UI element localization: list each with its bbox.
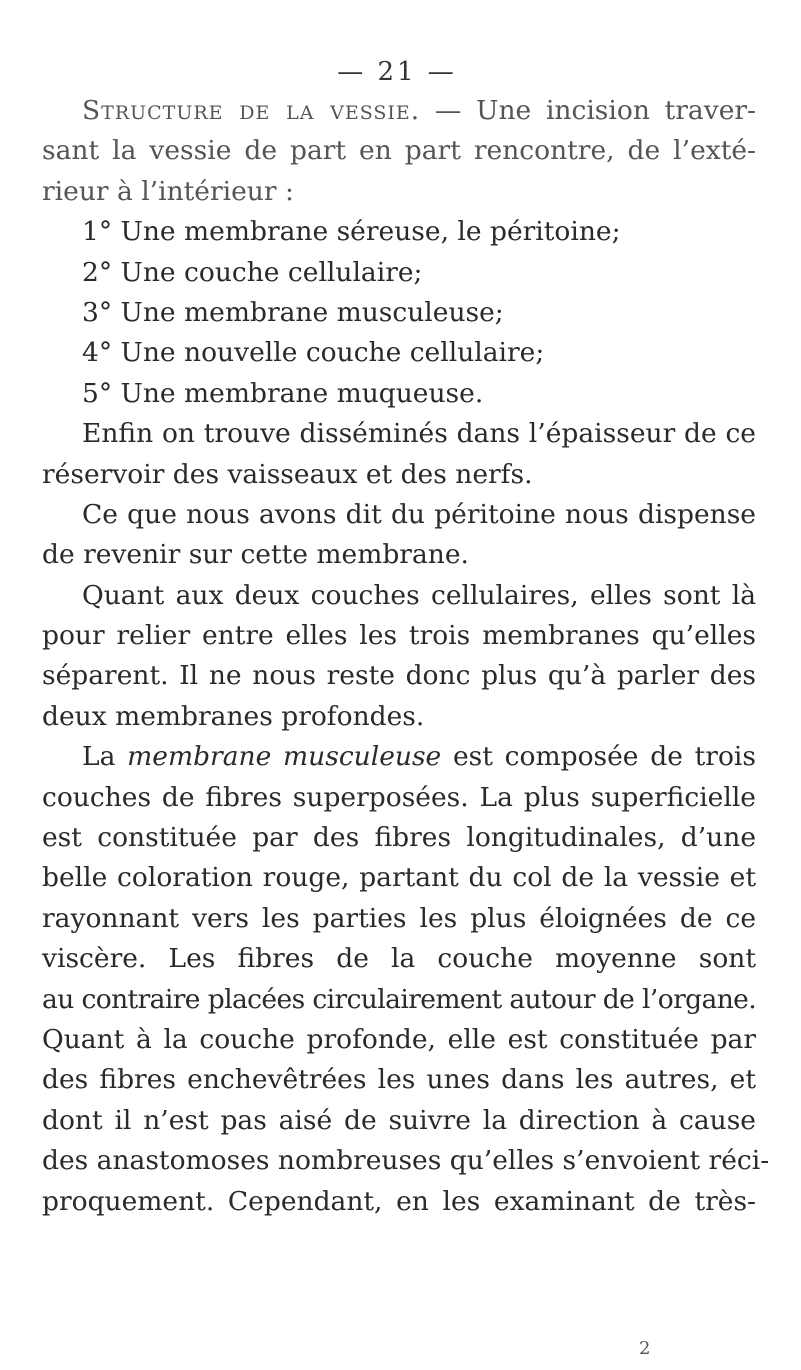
musculeuse-line	[42, 737, 756, 777]
list-item: 5° Une membrane muqueuse.	[82, 377, 484, 409]
signature-mark: 2	[639, 1338, 651, 1359]
text-line: deux membranes profondes.	[42, 700, 425, 732]
text-line: de revenir sur cette membrane.	[42, 539, 469, 571]
text-line: viscère. Les fibres de la couche moyenne sont	[42, 943, 756, 975]
text-line: Enfin on trouve disséminés dans l’épaisseur de ce	[82, 418, 756, 450]
list-item: 4° Une nouvelle couche cellulaire;	[82, 337, 545, 369]
list-item: 1° Une membrane séreuse, le péritoine;	[82, 216, 621, 248]
musc-lead: La	[82, 741, 128, 773]
text-line: Quant aux deux couches cellulaires, elles sont là	[82, 579, 756, 611]
section-heading-line	[42, 91, 756, 131]
list-item: 3° Une membrane musculeuse;	[82, 296, 504, 328]
text-line: dont il n’est pas aisé de suivre la direction à cause	[42, 1104, 756, 1136]
musc-tail: est composée de trois	[441, 741, 756, 773]
text-line: belle coloration rouge, partant du col de la vessie et	[42, 862, 756, 894]
page-number: — 21 —	[337, 57, 457, 87]
musc-term: membrane musculeuse	[127, 741, 442, 773]
text-line: des fibres enchevêtrées les unes dans les autres, et	[42, 1064, 756, 1096]
heading-continuation: — Une incision traver-	[420, 95, 757, 126]
text-line: proquement. Cependant, en les examinant de très-	[42, 1185, 756, 1217]
text-line: Ce que nous avons dit du péritoine nous dispense	[82, 498, 756, 530]
text-line: rieur à l’intérieur :	[42, 175, 294, 207]
text-line: des anastomoses nombreuses qu’elles s’envoient réci-	[42, 1145, 770, 1177]
text-line: au contraire placées circulairement autour de l’organe.	[42, 983, 757, 1015]
text-line: est constituée par des fibres longitudinales, d’une	[42, 822, 756, 854]
text-line: couches de fibres superposées. La plus superficielle	[42, 781, 756, 813]
text-line: pour relier entre elles les trois membranes qu’elles	[42, 620, 756, 652]
text-line: rayonnant vers les parties les plus éloignées de ce	[42, 902, 756, 934]
text-line: réservoir des vaisseaux et des nerfs.	[42, 458, 533, 490]
list-item: 2° Une couche cellulaire;	[82, 256, 423, 288]
text-line: sant la vessie de part en part rencontre, de l’exté-	[42, 135, 756, 167]
text-line: Quant à la couche profonde, elle est constituée par	[42, 1023, 756, 1055]
book-page	[42, 0, 770, 1370]
section-title: Structure de la vessie.	[82, 95, 421, 126]
body-text	[42, 91, 770, 1222]
text-line: séparent. Il ne nous reste donc plus qu’à parler des	[42, 660, 756, 692]
